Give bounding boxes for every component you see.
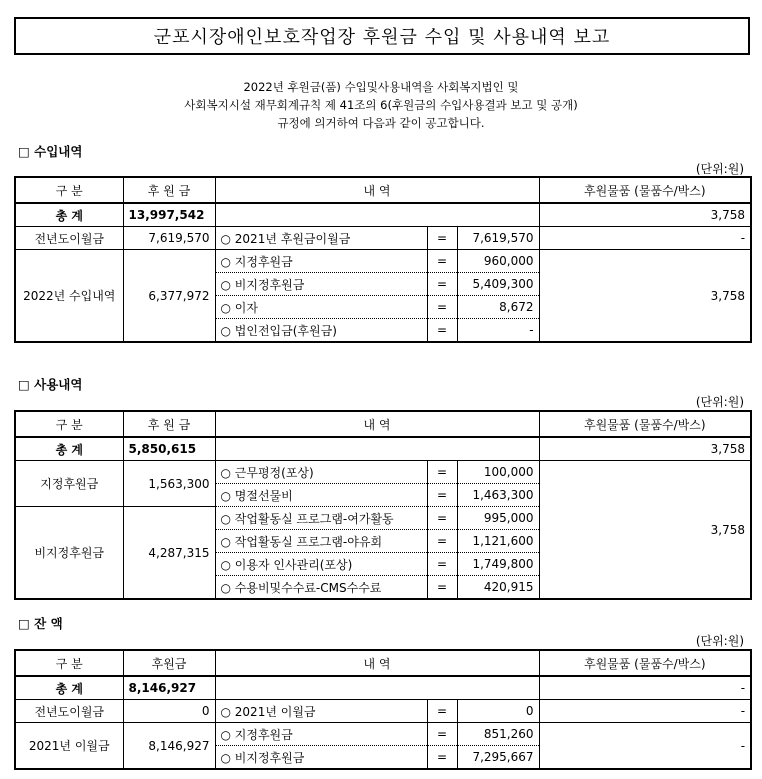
income-table bbox=[14, 176, 752, 343]
income-item-value: 5,409,300 bbox=[457, 273, 539, 296]
income-item-name: ○ 법인전입금(후원금) bbox=[215, 319, 427, 343]
header-donation: 후 원 금 bbox=[123, 177, 215, 203]
year-balance-label: 2021년 이월금 bbox=[15, 723, 123, 770]
page-title: 군포시장애인보호작업장 후원금 수입 및 사용내역 보고 bbox=[14, 17, 750, 55]
table-header-row bbox=[15, 411, 751, 437]
usage-item-name: ○ 작업활동실 프로그램-야유회 bbox=[215, 530, 427, 553]
carryover-label: 전년도이월금 bbox=[15, 227, 123, 250]
equals-sign: = bbox=[427, 273, 457, 296]
intro-line: 사회복지시설 재무회계규칙 제 41조의 6(후원금의 수입사용결과 보고 및 공개) bbox=[184, 98, 578, 112]
table-row bbox=[15, 723, 751, 746]
equals-sign: = bbox=[427, 746, 457, 770]
year-income-label: 2022년 수입내역 bbox=[15, 250, 123, 343]
carryover-goods: - bbox=[539, 700, 751, 723]
total-amount: 5,850,615 bbox=[123, 437, 215, 461]
income-item-name: ○ 지정후원금 bbox=[215, 250, 427, 273]
header-donation: 후원금 bbox=[123, 650, 215, 676]
carryover-value: 7,619,570 bbox=[457, 227, 539, 250]
carryover-item: ○ 2021년 후원금이월금 bbox=[215, 227, 427, 250]
intro-text bbox=[0, 78, 762, 132]
income-item-value: 960,000 bbox=[457, 250, 539, 273]
header-category: 구 분 bbox=[15, 177, 123, 203]
usage-unit: (단위:원) bbox=[695, 395, 744, 409]
carryover-amount: 0 bbox=[123, 700, 215, 723]
header-goods: 후원물품 (물품수/박스) bbox=[539, 411, 751, 437]
income-unit: (단위:원) bbox=[695, 162, 744, 176]
usage-item-value: 420,915 bbox=[457, 576, 539, 600]
designated-label: 지정후원금 bbox=[15, 461, 123, 507]
carryover-row bbox=[15, 700, 751, 723]
usage-item-name: ○ 근무평정(포상) bbox=[215, 461, 427, 484]
carryover-goods: - bbox=[539, 227, 751, 250]
equals-sign: = bbox=[427, 553, 457, 576]
total-row bbox=[15, 676, 751, 700]
income-item-name: ○ 비지정후원금 bbox=[215, 273, 427, 296]
total-details bbox=[215, 203, 539, 227]
usage-item-value: 995,000 bbox=[457, 507, 539, 530]
total-goods: 3,758 bbox=[539, 203, 751, 227]
balance-item-name: ○ 비지정후원금 bbox=[215, 746, 427, 770]
equals-sign: = bbox=[427, 250, 457, 273]
equals-sign: = bbox=[427, 461, 457, 484]
balance-table bbox=[14, 649, 752, 770]
usage-section-title: □ 사용내역 bbox=[18, 377, 83, 392]
balance-unit: (단위:원) bbox=[695, 634, 744, 648]
header-details: 내 역 bbox=[215, 177, 539, 203]
intro-line: 2022년 후원금(품) 수입및사용내역을 사회복지법인 및 bbox=[243, 80, 519, 94]
usage-item-name: ○ 이용자 인사관리(포상) bbox=[215, 553, 427, 576]
total-goods: - bbox=[539, 676, 751, 700]
year-balance-goods: - bbox=[539, 723, 751, 770]
total-label: 총 계 bbox=[15, 203, 123, 227]
balance-item-value: 7,295,667 bbox=[457, 746, 539, 770]
usage-item-name: ○ 수용비및수수료-CMS수수료 bbox=[215, 576, 427, 600]
total-goods: 3,758 bbox=[539, 437, 751, 461]
usage-item-value: 1,749,800 bbox=[457, 553, 539, 576]
carryover-amount: 7,619,570 bbox=[123, 227, 215, 250]
carryover-label: 전년도이월금 bbox=[15, 700, 123, 723]
table-row bbox=[15, 250, 751, 273]
total-row bbox=[15, 437, 751, 461]
total-amount: 8,146,927 bbox=[123, 676, 215, 700]
income-section-title: □ 수입내역 bbox=[18, 144, 83, 159]
intro-line: 규정에 의거하여 다음과 같이 공고합니다. bbox=[277, 116, 485, 130]
balance-item-name: ○ 지정후원금 bbox=[215, 723, 427, 746]
total-details bbox=[215, 437, 539, 461]
total-row bbox=[15, 203, 751, 227]
equals-sign: = bbox=[427, 576, 457, 600]
undesignated-label: 비지정후원금 bbox=[15, 507, 123, 600]
header-goods: 후원물품 (물품수/박스) bbox=[539, 650, 751, 676]
equals-sign: = bbox=[427, 296, 457, 319]
total-label: 총 계 bbox=[15, 437, 123, 461]
table-row bbox=[15, 461, 751, 484]
income-item-value: - bbox=[457, 319, 539, 343]
income-item-name: ○ 이자 bbox=[215, 296, 427, 319]
header-goods: 후원물품 (물품수/박스) bbox=[539, 177, 751, 203]
equals-sign: = bbox=[427, 723, 457, 746]
equals-sign: = bbox=[427, 484, 457, 507]
balance-section-title: □ 잔 액 bbox=[18, 616, 63, 631]
equals-sign: = bbox=[427, 700, 457, 723]
designated-amount: 1,563,300 bbox=[123, 461, 215, 507]
usage-item-value: 1,463,300 bbox=[457, 484, 539, 507]
equals-sign: = bbox=[427, 319, 457, 343]
usage-goods: 3,758 bbox=[539, 461, 751, 600]
table-header-row bbox=[15, 177, 751, 203]
total-label: 총 계 bbox=[15, 676, 123, 700]
header-donation: 후 원 금 bbox=[123, 411, 215, 437]
header-category: 구 분 bbox=[15, 650, 123, 676]
income-item-value: 8,672 bbox=[457, 296, 539, 319]
header-category: 구 분 bbox=[15, 411, 123, 437]
usage-item-value: 1,121,600 bbox=[457, 530, 539, 553]
header-details: 내 역 bbox=[215, 650, 539, 676]
equals-sign: = bbox=[427, 227, 457, 250]
total-amount: 13,997,542 bbox=[123, 203, 215, 227]
carryover-value: 0 bbox=[457, 700, 539, 723]
usage-item-name: ○ 작업활동실 프로그램-여가활동 bbox=[215, 507, 427, 530]
equals-sign: = bbox=[427, 530, 457, 553]
undesignated-amount: 4,287,315 bbox=[123, 507, 215, 600]
usage-table bbox=[14, 410, 752, 600]
year-balance-amount: 8,146,927 bbox=[123, 723, 215, 770]
carryover-item: ○ 2021년 이월금 bbox=[215, 700, 427, 723]
table-header-row bbox=[15, 650, 751, 676]
carryover-row bbox=[15, 227, 751, 250]
year-income-goods: 3,758 bbox=[539, 250, 751, 343]
balance-item-value: 851,260 bbox=[457, 723, 539, 746]
header-details: 내 역 bbox=[215, 411, 539, 437]
usage-item-value: 100,000 bbox=[457, 461, 539, 484]
year-income-amount: 6,377,972 bbox=[123, 250, 215, 343]
equals-sign: = bbox=[427, 507, 457, 530]
total-details bbox=[215, 676, 539, 700]
usage-item-name: ○ 명절선물비 bbox=[215, 484, 427, 507]
